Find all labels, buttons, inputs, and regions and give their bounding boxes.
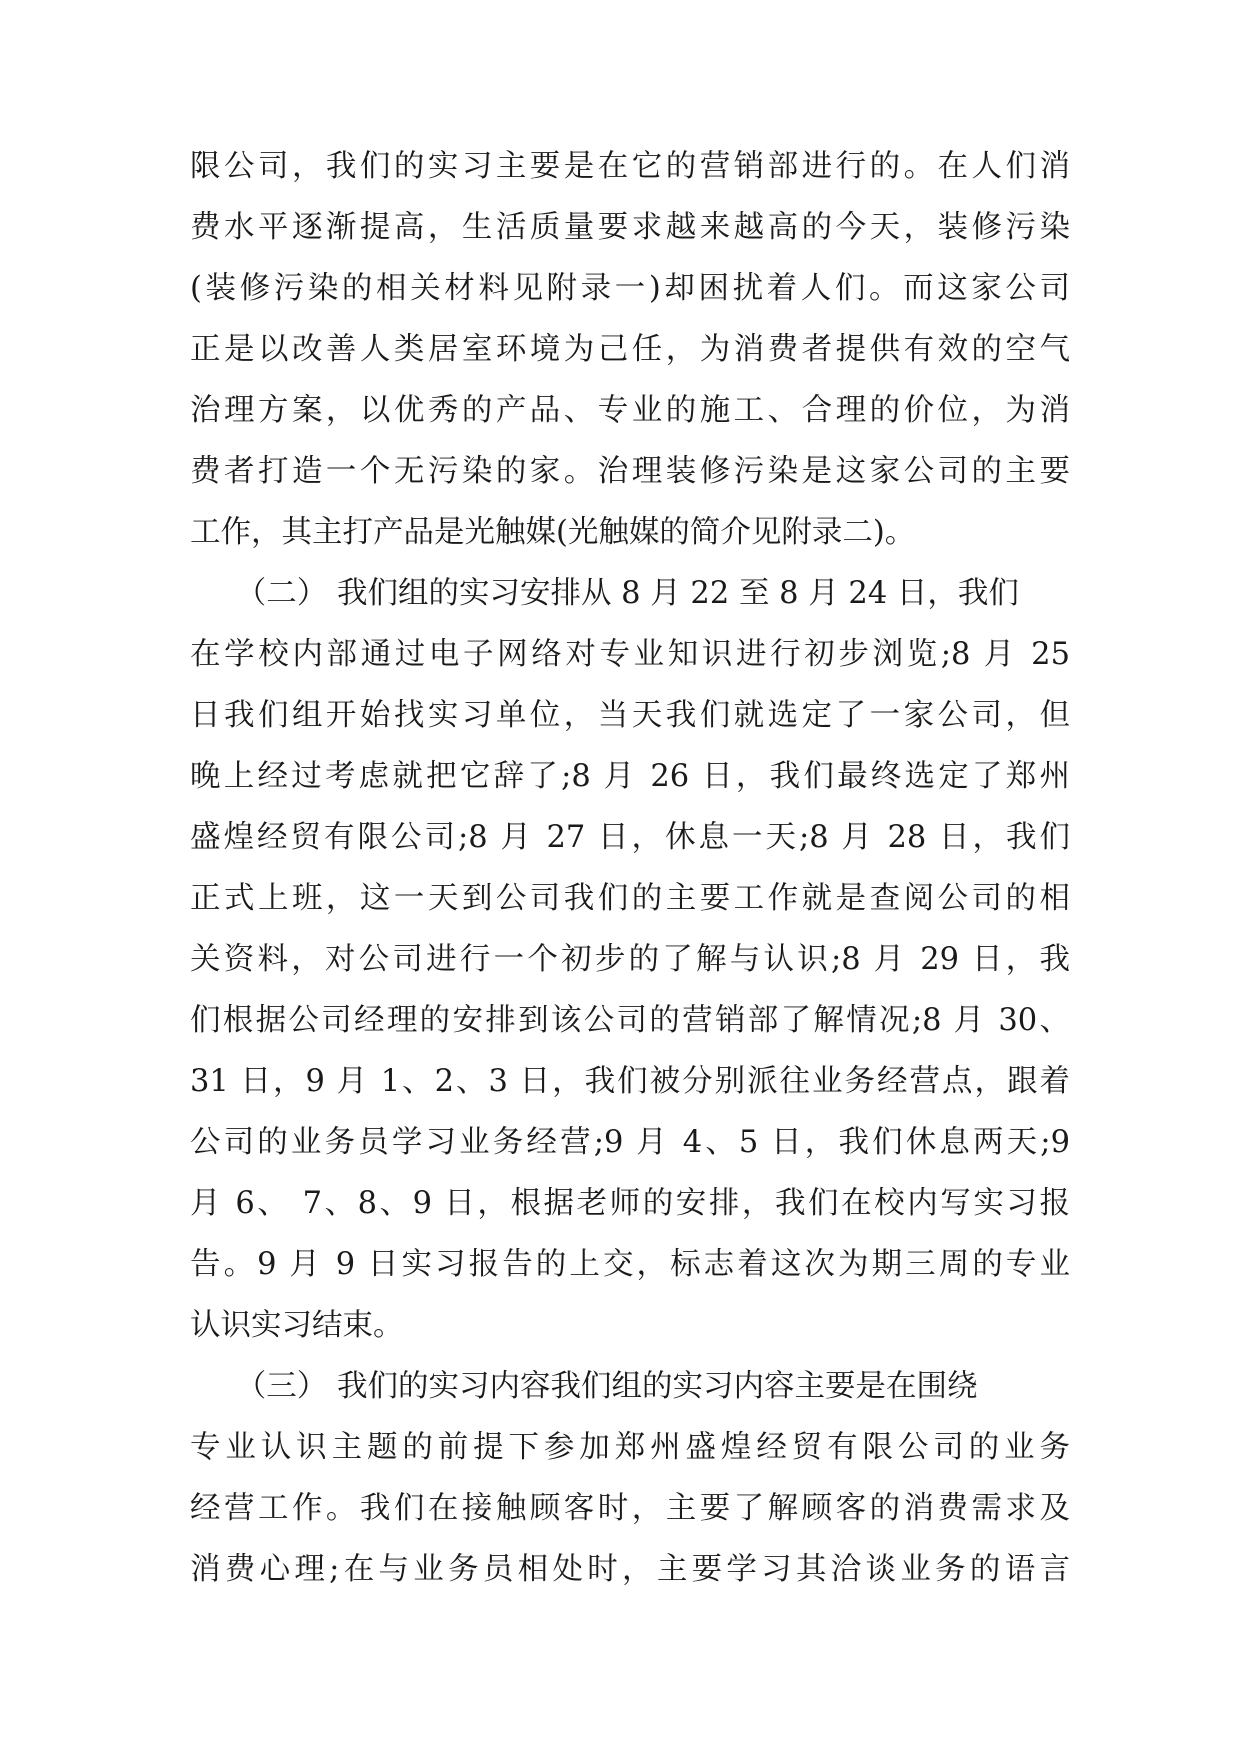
text-line: (装修污染的相关材料见附录一)却困扰着人们。而这家公司 bbox=[190, 271, 1070, 306]
text-line: 正是以改善人类居室环境为己任，为消费者提供有效的空气 bbox=[190, 332, 1070, 367]
text-line: 工作，其主打产品是光触媒(光触媒的简介见附录二)。 bbox=[190, 515, 916, 550]
text-line: 正式上班，这一天到公司我们的主要工作就是查阅公司的相 bbox=[190, 881, 1070, 916]
text-line: 关资料，对公司进行一个初步的了解与认识;8 月 29 日，我 bbox=[190, 942, 1070, 977]
text-line: 们根据公司经理的安排到该公司的营销部了解情况;8 月 30、 bbox=[190, 1003, 1070, 1038]
paragraph-start-line: （二） 我们组的实习安排从 8 月 22 至 8 月 24 日，我们 bbox=[190, 576, 1019, 611]
text-line: 经营工作。我们在接触顾客时，主要了解顾客的消费需求及 bbox=[190, 1491, 1070, 1526]
text-line: 盛煌经贸有限公司;8 月 27 日，休息一天;8 月 28 日，我们 bbox=[190, 820, 1070, 855]
text-line: 费水平逐渐提高，生活质量要求越来越高的今天，装修污染 bbox=[190, 210, 1070, 245]
text-line: 认识实习结束。 bbox=[190, 1308, 404, 1343]
body-text bbox=[190, 136, 1070, 1600]
text-line: 专业认识主题的前提下参加郑州盛煌经贸有限公司的业务 bbox=[190, 1430, 1070, 1465]
paragraph-start-line: （三） 我们的实习内容我们组的实习内容主要是在围绕 bbox=[190, 1369, 978, 1404]
text-line: 日我们组开始找实习单位，当天我们就选定了一家公司，但 bbox=[190, 698, 1070, 733]
text-line: 告。9 月 9 日实习报告的上交，标志着这次为期三周的专业 bbox=[190, 1247, 1070, 1282]
text-line: 31 日，9 月 1、2、3 日，我们被分别派往业务经营点，跟着 bbox=[190, 1064, 1070, 1099]
text-line: 晚上经过考虑就把它辞了;8 月 26 日，我们最终选定了郑州 bbox=[190, 759, 1070, 794]
text-line: 月 6、 7、8、9 日，根据老师的安排，我们在校内写实习报 bbox=[190, 1186, 1070, 1221]
text-line: 在学校内部通过电子网络对专业知识进行初步浏览;8 月 25 bbox=[190, 637, 1070, 672]
text-line: 费者打造一个无污染的家。治理装修污染是这家公司的主要 bbox=[190, 454, 1070, 489]
text-line: 消费心理;在与业务员相处时，主要学习其洽谈业务的语言 bbox=[190, 1552, 1070, 1587]
text-line: 治理方案，以优秀的产品、专业的施工、合理的价位，为消 bbox=[190, 393, 1070, 428]
text-line: 限公司，我们的实习主要是在它的营销部进行的。在人们消 bbox=[190, 149, 1070, 184]
text-line: 公司的业务员学习业务经营;9 月 4、5 日，我们休息两天;9 bbox=[190, 1125, 1070, 1160]
